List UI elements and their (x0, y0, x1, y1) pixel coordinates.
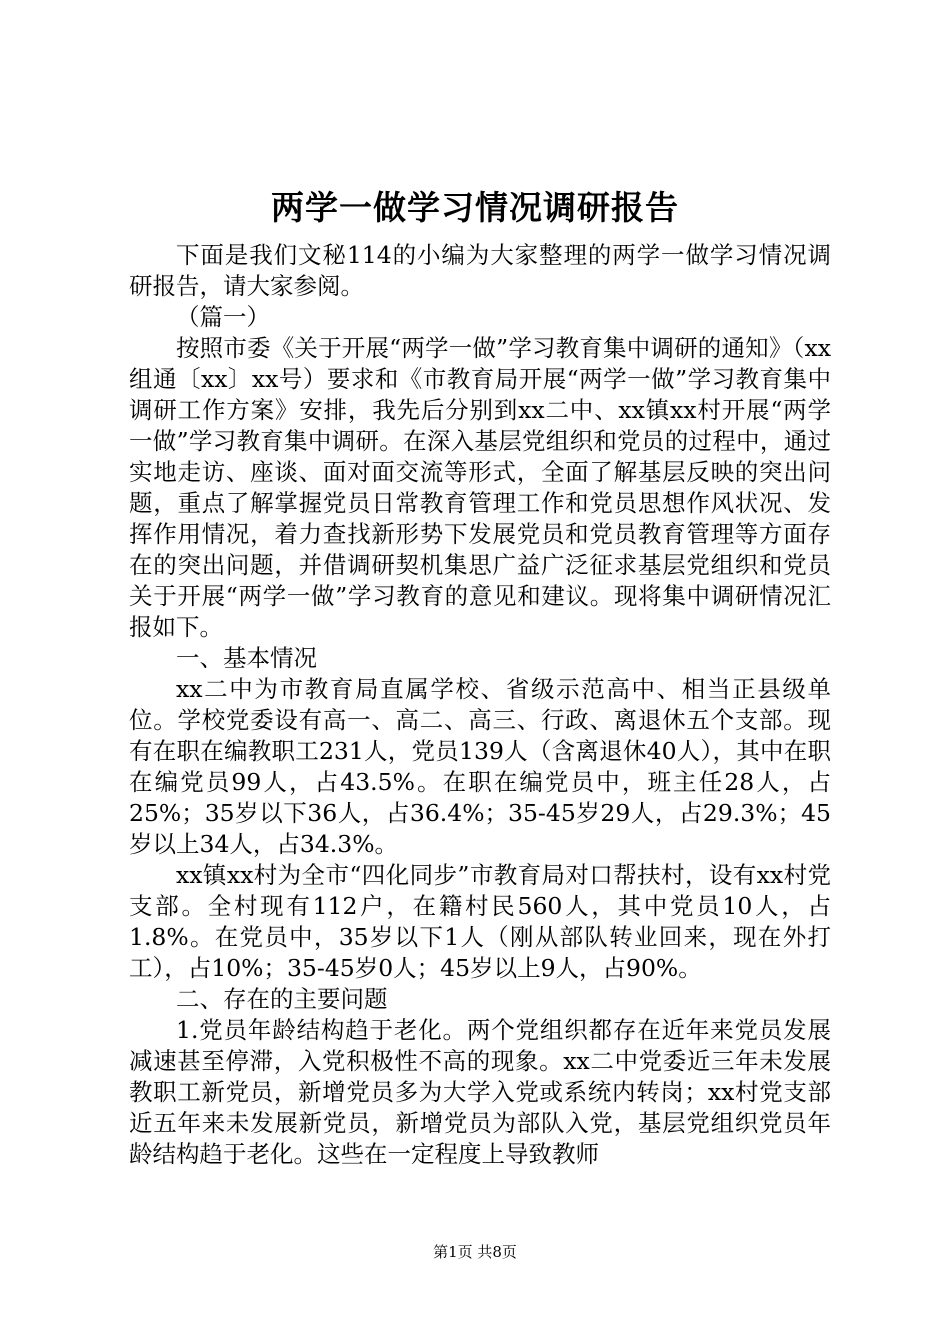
heading-main-problems: 二、存在的主要问题 (176, 985, 388, 1013)
page-number-footer: 第1页 共8页 (433, 1243, 517, 1261)
paragraph-school-situation: xx二中为市教育局直属学校、省级示范高中、相当正县级单位。学校党委设有高一、高二、高三、行政、离退休五个支部。现有在职在编教职工231人，党员139人（含离退休40人），其中在职在编党员99人，占43.5%。在职在编党员中，班主任28人，占25%；35岁以下36人，占36.4%；35-45岁29人，占29.3%；45岁以上34人，占34.3%。 (129, 675, 831, 858)
paragraph-background: 按照市委《关于开展“两学一做”学习教育集中调研的通知》（xx组通〔xx〕xx号）要求和《市教育局开展“两学一做”学习教育集中调研工作方案》安排，我先后分别到xx二中、xx镇xx村开展“两学一做”学习教育集中调研。在深入基层党组织和党员的过程中，通过实地走访、座谈、面对面交流等形式，全面了解基层反映的突出问题，重点了解掌握党员日常教育管理工作和党员思想作风状况、发挥作用情况，着力查找新形势下发展党员和党员教育管理等方面存在的突出问题，并借调研契机集思广益广泛征求基层党组织和党员关于开展“两学一做”学习教育的意见和建议。现将集中调研情况汇报如下。 (129, 334, 831, 641)
document-title: 两学一做学习情况调研报告 (271, 188, 679, 227)
paragraph-village-situation: xx镇xx村为全市“四化同步”市教育局对口帮扶村，设有xx村党支部。全村现有112户，在籍村民560人，其中党员10人，占1.8%。在党员中，35岁以下1人（刚从部队转业回来，现在外打工），占10%；35-45岁0人；45岁以上9人，占90%。 (129, 861, 831, 982)
paragraph-section-label: （篇一） (176, 303, 270, 331)
document-body (129, 240, 831, 1170)
paragraph-intro: 下面是我们文秘114的小编为大家整理的两学一做学习情况调研报告，请大家参阅。 (129, 241, 831, 300)
paragraph-problem-1: 1.党员年龄结构趋于老化。两个党组织都存在近年来党员发展减速甚至停滞，入党积极性不高的现象。xx二中党委近三年未发展教职工新党员，新增党员多为大学入党或系统内转岗；xx村党支部近五年来未发展新党员，新增党员为部队入党，基层党组织党员年龄结构趋于老化。这些在一定程度上导致教师 (129, 1016, 831, 1168)
heading-basic-situation: 一、基本情况 (176, 644, 317, 672)
